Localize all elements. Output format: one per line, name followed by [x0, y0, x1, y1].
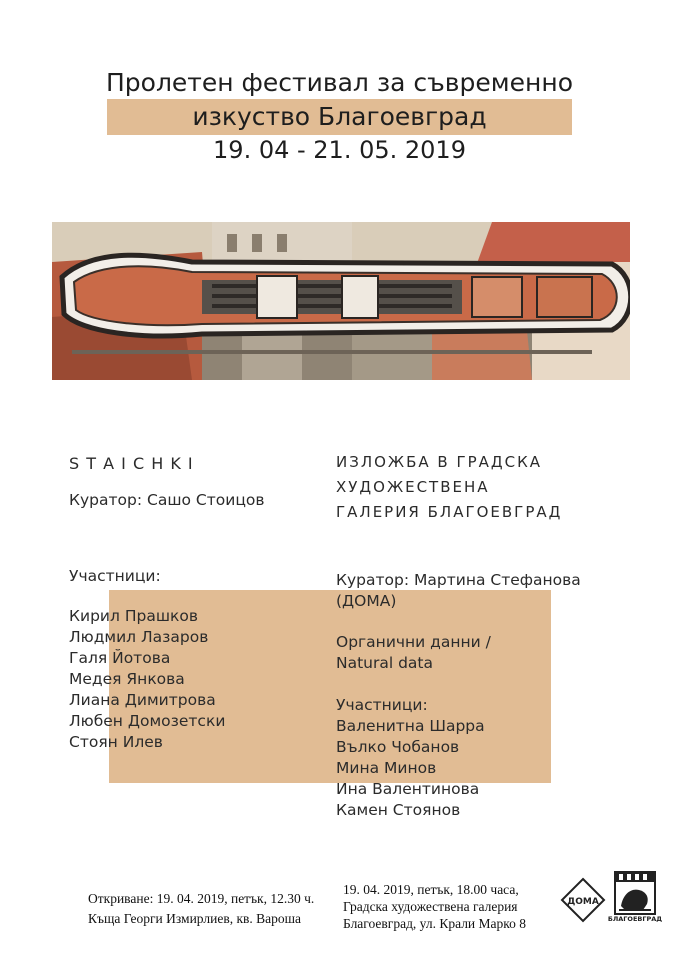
left-participants-list — [69, 606, 225, 753]
project-title-line: Органични данни / — [336, 633, 491, 651]
right-participants-label: Участници: — [336, 696, 428, 714]
festival-title-line2: изкуство Благоевград — [192, 102, 487, 131]
left-curator: Куратор: Сашо Стоицов — [69, 491, 265, 509]
city-rooftops-graffiti-image — [52, 222, 630, 380]
city-crest — [607, 870, 663, 926]
right-project-title — [336, 632, 491, 674]
festival-dates: 19. 04 - 21. 05. 2019 — [213, 136, 466, 164]
city-crest-label: БЛАГОЕВГРАД — [607, 915, 663, 923]
left-participants-label: Участници: — [69, 567, 161, 585]
opening-info — [88, 890, 314, 927]
list-item: Камен Стоянов — [336, 801, 461, 819]
right-participants-list — [336, 716, 485, 821]
gallery-info-line: Градска художествена галерия — [343, 899, 518, 914]
opening-info-line: Къща Георги Измирлиев, кв. Вароша — [88, 911, 302, 926]
list-item: Людмил Лазаров — [69, 628, 209, 646]
doma-logo-text: ДОМА — [567, 897, 599, 907]
right-curator-org: (ДОМА) — [336, 592, 397, 610]
list-item: Стоян Илев — [69, 733, 163, 751]
list-item: Мина Минов — [336, 759, 437, 777]
project-title-line: Natural data — [336, 654, 434, 672]
opening-info-line: Откриване: 19. 04. 2019, петък, 12.30 ч. — [88, 891, 315, 906]
list-item: Ина Валентинова — [336, 780, 480, 798]
festival-title-line1: Пролетен фестивал за съвременно — [105, 68, 574, 97]
gallery-info-line: 19. 04. 2019, петък, 18.00 часа, — [343, 882, 519, 897]
right-curator-name: Куратор: Мартина Стефанова — [336, 571, 581, 589]
right-title-line: ИЗЛОЖБА В ГРАДСКА — [336, 453, 543, 471]
right-curator — [336, 570, 581, 612]
right-title-line: ГАЛЕРИЯ БЛАГОЕВГРАД — [336, 503, 563, 521]
graffiti-lettering — [62, 255, 630, 336]
list-item: Валенитна Шарра — [336, 717, 485, 735]
right-title-line: ХУДОЖЕСТВЕНА — [336, 478, 490, 496]
list-item: Медея Янкова — [69, 670, 185, 688]
doma-diamond-icon — [560, 877, 606, 923]
list-item: Галя Йотова — [69, 649, 171, 667]
list-item: Лиана Димитрова — [69, 691, 216, 709]
list-item: Вълко Чобанов — [336, 738, 460, 756]
list-item: Любен Домозетски — [69, 712, 226, 730]
gallery-info-line: Благоевград, ул. Крали Марко 8 — [343, 916, 527, 931]
gallery-info — [343, 881, 526, 932]
left-exhibition-title: S T A I C H K I — [69, 454, 194, 473]
list-item: Кирил Прашков — [69, 607, 198, 625]
doma-logo — [560, 877, 606, 923]
banner-photo — [52, 222, 630, 380]
right-exhibition-title — [336, 450, 562, 525]
